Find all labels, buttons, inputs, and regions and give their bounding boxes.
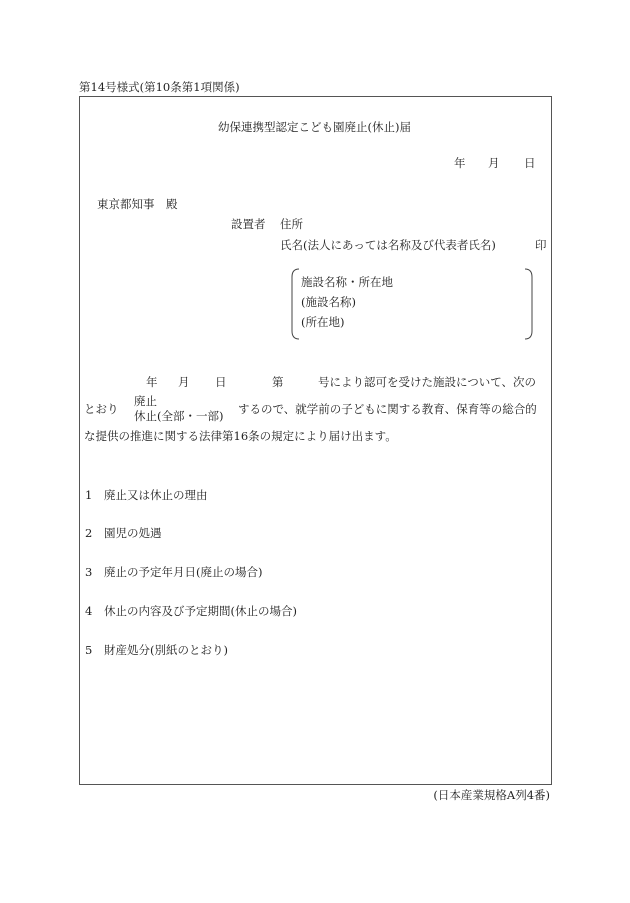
applicant-name-label: 氏名(法人にあっては名称及び代表者氏名) xyxy=(280,238,496,252)
item-3-text: 廃止の予定年月日(廃止の場合) xyxy=(104,565,263,579)
form-title: 幼保連携型認定こども園廃止(休止)届 xyxy=(218,120,411,134)
date-day-label: 日 xyxy=(524,156,536,170)
item-4-text: 休止の内容及び予定期間(休止の場合) xyxy=(104,604,297,618)
seal-label: 印 xyxy=(535,238,547,252)
body-line2: するので、就学前の子どもに関する教育、保育等の総合的 xyxy=(238,402,537,416)
item-4-number: 4 xyxy=(85,604,93,618)
body-line1: 号により認可を受けた施設について、次の xyxy=(318,375,537,389)
item-5-number: 5 xyxy=(85,643,93,657)
body-toori: とおり xyxy=(84,402,119,416)
option-kyushi: 休止(全部・一部) xyxy=(134,409,224,423)
body-day-label: 日 xyxy=(215,375,227,389)
paper-size-note: (日本産業規格A列4番) xyxy=(433,788,550,802)
item-1-number: 1 xyxy=(85,488,93,502)
body-year-label: 年 xyxy=(146,375,158,389)
facility-name-label: (施設名称) xyxy=(301,295,356,309)
facility-name-address-label: 施設名称・所在地 xyxy=(301,275,393,289)
form-number: 第14号様式(第10条第1項関係) xyxy=(79,80,240,94)
facility-address-label: (所在地) xyxy=(301,315,345,329)
applicant-role-label: 設置者 xyxy=(231,217,266,231)
option-haishi: 廃止 xyxy=(134,394,157,408)
item-1-text: 廃止又は休止の理由 xyxy=(104,488,208,502)
body-line3: な提供の推進に関する法律第16条の規定により届け出ます。 xyxy=(84,429,397,443)
date-year-label: 年 xyxy=(454,156,466,170)
item-3-number: 3 xyxy=(85,565,93,579)
body-month-label: 月 xyxy=(178,375,190,389)
recipient: 東京都知事 殿 xyxy=(97,197,178,211)
item-2-text: 園児の処遇 xyxy=(104,526,162,540)
date-month-label: 月 xyxy=(488,156,500,170)
item-5-text: 財産処分(別紙のとおり) xyxy=(104,643,228,657)
applicant-address-label: 住所 xyxy=(280,217,303,231)
item-2-number: 2 xyxy=(85,526,93,540)
body-dai-label: 第 xyxy=(272,375,284,389)
